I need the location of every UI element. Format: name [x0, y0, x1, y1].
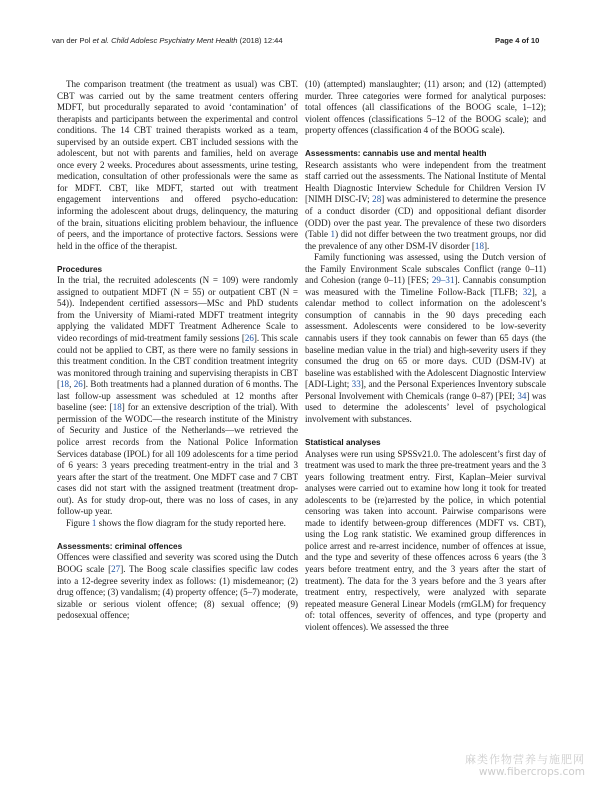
citation-link[interactable]: 18	[60, 379, 70, 390]
page-number: Page 4 of 10	[495, 36, 540, 45]
table-link[interactable]: 1	[330, 229, 336, 240]
paragraph-offence-categories: (10) (attempted) manslaughter; (11) arson; and (12) (attempted) murder. Three categories were formed for analytical purposes: total offences (all classifications of the BOOG scale, 1–12); violent offences (classifications 5–12 of the BOOG scale); and property offences (classification 4 of the BOOG scale).	[305, 79, 546, 136]
citation-link[interactable]: 32	[522, 286, 532, 297]
right-column	[305, 79, 546, 633]
watermark	[455, 754, 585, 778]
citation-link[interactable]: 29–31	[431, 275, 455, 286]
citation-link[interactable]: 34	[517, 390, 527, 401]
citation-link[interactable]: 33	[351, 379, 361, 390]
paragraph-statistical-analyses: Analyses were run using SPSSv21.0. The adolescent’s first day of treatment was used to mark the three pre-treatment years and the 3 years following treatment entry. First, Kaplan–Meier survival analyses were carried out to examine how long it took for treated adolescents to be (re)arrested by the police, in which potential censoring was taken into account. Pairwise comparisons were made to identify between-group differences (MDFT vs. CBT), using the Log rank statistic. We examined group differences in police arrest and re-arrest incidence, number of offences at issue, and the type and severity of these offences across 6 years (the 3 years before treatment entry, and the 3 years after the start of treatment). The data for the 3 years before and the 3 years after treatment entry, respectively, were analyzed with separate repeated measure General Linear Models (rmGLM) for frequency of: total offences, severity of offences, and type (property and violent offences). We assessed the three	[305, 448, 546, 632]
paragraph-criminal-offences: Offences were classified and severity was scored using the Dutch BOOG scale [27]. The Boog scale classifies specific law codes into a 12-degree severity index as follows: (1) misdemeanor; (2) drug offence; (3) vandalism; (4) property offence; (5–7) moderate, sizable or serious violent offence; (8) sexual offence; (9) pedosexual offence;	[57, 552, 298, 621]
header-authors: van der Pol	[52, 36, 93, 45]
paragraph-procedures: In the trial, the recruited adolescents (N = 109) were randomly assigned to outpatient MDFT (N = 55) or outpatient CBT (N = 54)). Independent certified assessors—MSc and PhD students from the University of Miami-rated MDFT treatment integrity applying the validated MDFT Treatment Adherence Scale to video recordings of mid-treatment family sessions [26]. This scale could not be applied to CBT, as there were no family sessions in this treatment condition. In the CBT condition treatment integrity was monitored through training and supervising therapists in CBT [18, 26]. Both treatments had a planned duration of 6 months. The last follow-up assessment was scheduled at 12 months after baseline (see: [18] for an extensive description of the trial). With permission of the WODC—the research institute of the Ministry of Security and Justice of the Netherlands—we retrieved the police arrest records from the National Police Information Services database (IPOL) for all 109 adolescents for a time period of 6 years: 3 years preceding treatment-entry in the trial and 3 years after the start of the treatment. One MDFT case and 7 CBT cases did not start with the assigned treatment (treatment drop-out). As for study drop-out, there was no loss of cases, in any follow-up year.	[57, 275, 298, 517]
paragraph-family-functioning: Family functioning was assessed, using the Dutch version of the Family Environment Scale subscales Conflict (range 0–11) and Cohesion (range 0–11) [FES; 29–31]. Cannabis consumption was measured with the Timeline Follow-Back [TLFB; 32], a calendar method to collect information on the adolescent’s consumption of cannabis in the 90 days preceding each assessment. Adolescents were considered to be low-severity cannabis users if they took cannabis on fewer than 65 days (the baseline median value in the trial) and high-severity users if they consumed the drug on 65 or more days. CUD (DSM-IV) at baseline was established with the Adolescent Diagnostic Interview [ADI-Light; 33], and the Personal Experiences Inventory subscale Personal Involvement with Chemicals (range 0–87) [PEI; 34] was used to determine the adolescents’ level of psychological involvement with substances.	[305, 252, 546, 424]
paragraph-assessments: Research assistants who were independent from the treatment staff carried out the assessments. The National Institute of Mental Health Diagnostic Interview Schedule for Children Version IV [NIMH DISC-IV; 28] was administered to determine the presence of a conduct disorder (CD) and oppositional defiant disorder (ODD) over the past year. The prevalence of these two disorders (Table 1) did not differ between the two treatment groups, nor did the prevalence of any other DSM-IV disorder [18].	[305, 159, 546, 251]
watermark-text: 麻类作物营养与施肥网	[465, 753, 585, 766]
citation-link[interactable]: 26	[73, 379, 83, 390]
citation-link[interactable]: 18	[112, 402, 122, 413]
heading-procedures: Procedures	[57, 264, 103, 274]
figure-link[interactable]: 1	[91, 517, 97, 528]
citation-link[interactable]: 28	[372, 194, 382, 205]
heading-criminal-offences: Assessments: criminal offences	[57, 541, 183, 551]
heading-cannabis-mental-health: Assessments: cannabis use and mental health	[305, 149, 487, 159]
citation-link[interactable]: 18	[474, 240, 484, 251]
running-header	[52, 36, 283, 45]
paragraph-figure-reference: Figure 1 shows the flow diagram for the study reported here.	[66, 517, 286, 528]
paragraph-comparison-treatment: The comparison treatment (the treatment as usual) was CBT. CBT was carried out by the same treatment centers offering MDFT, but procedurally separated to avoid ‘contamination’ of therapists and participants between the experimental and control conditions. The 14 CBT trained therapists worked as a team, supervised by an outside expert. CBT included sessions with the adolescent, but not with parents and families, held on average once every 2 weeks. Procedures about assessments, urine testing, medication, consultation of other professionals were the same as for MDFT. CBT, like MDFT, started out with treatment engagement interventions and offered psycho-education: informing the adolescent about drugs, delinquency, the maturing of the brain, situations eliciting problem behaviour, the influence of peers, and the importance of protective factors. Sessions were held in the office of the therapist.	[57, 79, 298, 251]
citation-link[interactable]: 26	[244, 333, 254, 344]
left-column	[57, 79, 298, 622]
watermark-url: www.fibercrops.com	[478, 766, 585, 778]
heading-statistical-analyses: Statistical analyses	[305, 437, 381, 447]
header-citation: (2018) 12:44	[237, 36, 283, 45]
header-etal: et al.	[92, 36, 109, 45]
header-journal: Child Adolesc Psychiatry Ment Health	[109, 36, 238, 45]
citation-link[interactable]: 27	[111, 563, 121, 574]
